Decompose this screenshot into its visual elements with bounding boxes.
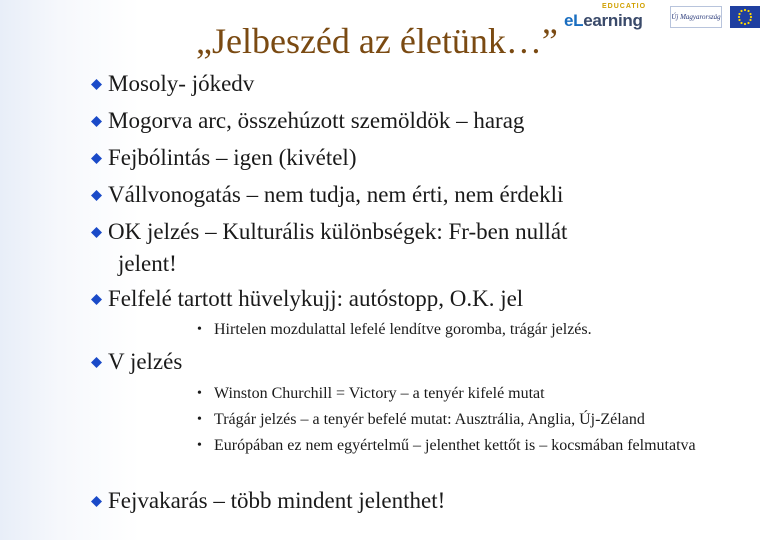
bullet-item-continuation: jelent!	[118, 251, 177, 276]
elearning-logo	[562, 4, 662, 30]
bullet-item: Vállvonogatás – nem tudja, nem érti, nem érdekli	[108, 182, 564, 207]
bullet-item: Mosoly- jókedv	[108, 71, 255, 96]
sub-bullet-item: Hirtelen mozdulattal lefelé lendítve goromba, trágár jelzés.	[214, 321, 592, 338]
elearning-logo-main: eLearning	[564, 11, 643, 30]
slide-title: „Jelbeszéd az életünk…”	[196, 21, 558, 61]
bullet-item: OK jelzés – Kulturális különbségek: Fr-ben nullát	[108, 219, 568, 244]
diamond-bullet-icon	[91, 496, 102, 507]
diamond-bullet-icon	[91, 294, 102, 305]
sub-bullet-item: Winston Churchill = Victory – a tenyér kifelé mutat	[214, 385, 545, 402]
sub-bullet-dot-icon: •	[197, 386, 202, 401]
bullet-item: Mogorva arc, összehúzott szemöldök – harag	[108, 108, 525, 133]
diamond-bullet-icon	[91, 357, 102, 368]
sub-bullet-item: Európában ez nem egyértelmű – jelenthet kettőt is – kocsmában felmutatva	[214, 437, 696, 454]
sub-bullet-dot-icon: •	[197, 412, 202, 427]
bullet-item: Fejbólintás – igen (kivétel)	[108, 145, 357, 170]
diamond-bullet-icon	[91, 153, 102, 164]
bullet-item: V jelzés	[108, 349, 183, 374]
eu-flag-icon	[730, 6, 760, 28]
bullet-item: Fejvakarás – több mindent jelenthet!	[108, 488, 446, 513]
diamond-bullet-icon	[91, 79, 102, 90]
diamond-bullet-icon	[91, 116, 102, 127]
diamond-bullet-icon	[91, 227, 102, 238]
header-logos	[562, 4, 760, 30]
sub-bullet-item: Trágár jelzés – a tenyér befelé mutat: Ausztrália, Anglia, Új-Zéland	[214, 411, 645, 428]
sub-bullet-dot-icon: •	[197, 438, 202, 453]
bullet-item: Felfelé tartott hüvelykujj: autóstopp, O.K. jel	[108, 286, 524, 311]
elearning-logo-small: EDUCATIO	[602, 3, 647, 10]
diamond-bullet-icon	[91, 190, 102, 201]
uj-magyarorszag-logo: Új Magyarország	[670, 6, 722, 28]
sub-bullet-dot-icon: •	[197, 322, 202, 337]
